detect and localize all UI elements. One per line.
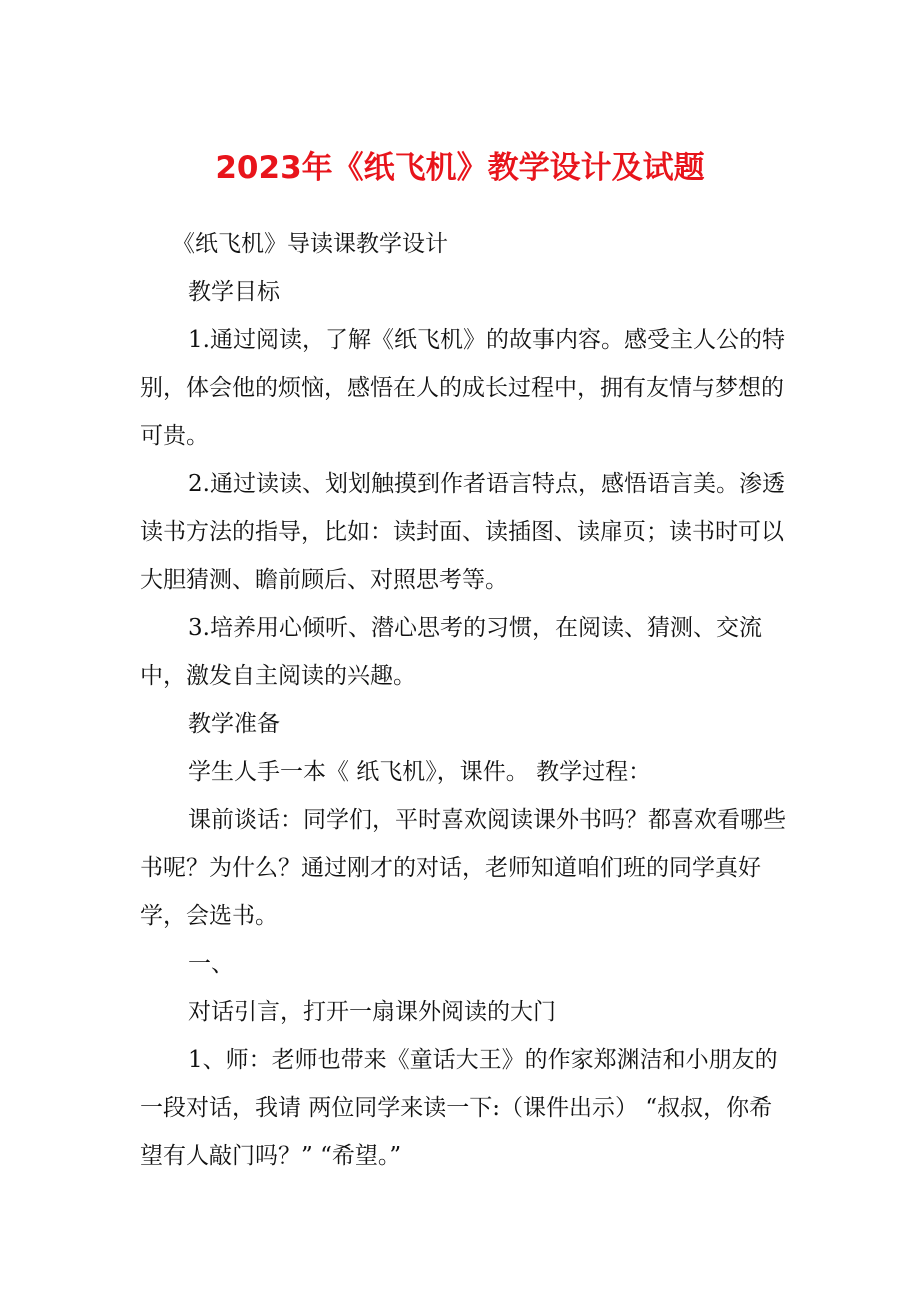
goal-item-2: 2.通过读读、划划触摸到作者语言特点，感悟语言美。渗透读书方法的指导，比如：读封面、读插图、读扉页；读书时可以大胆猜测、瞻前顾后、对照思考等。: [140, 471, 785, 593]
heading-teaching-preparation: 教学准备: [188, 711, 280, 737]
pre-class-talk-paragraph: 课前谈话：同学们，平时喜欢阅读课外书吗？都喜欢看哪些书呢？为什么？通过刚才的对话，老师知道咱们班的同学真好学，会选书。: [140, 807, 786, 929]
heading-teaching-goals: 教学目标: [188, 279, 280, 305]
goal-item-3: 3.培养用心倾听、潜心思考的习惯，在阅读、猜测、交流中，激发自主阅读的兴趣。: [140, 615, 762, 689]
goal-item-1: 1.通过阅读，了解《纸飞机》的故事内容。感受主人公的特别，体会他的烦恼，感悟在人的成长过程中，拥有友情与梦想的可贵。: [140, 327, 785, 449]
teacher-dialogue-paragraph: 1、师：老师也带来《童话大王》的作家郑渊洁和小朋友的一段对话，我请 两位同学来读一下:（课件出示） “叔叔，你希望有人敲门吗？” “希望。”: [140, 1047, 778, 1169]
section-number-one: 一、: [188, 951, 234, 977]
document-title: 2023年《纸飞机》教学设计及试题: [215, 150, 705, 186]
section-one-heading: 对话引言，打开一扇课外阅读的大门: [188, 999, 556, 1025]
preparation-paragraph: 学生人手一本《 纸飞机》，课件。 教学过程：: [188, 759, 652, 785]
section-subtitle: 《纸飞机》导读课教学设计: [172, 231, 448, 257]
document-body: [140, 220, 790, 1180]
